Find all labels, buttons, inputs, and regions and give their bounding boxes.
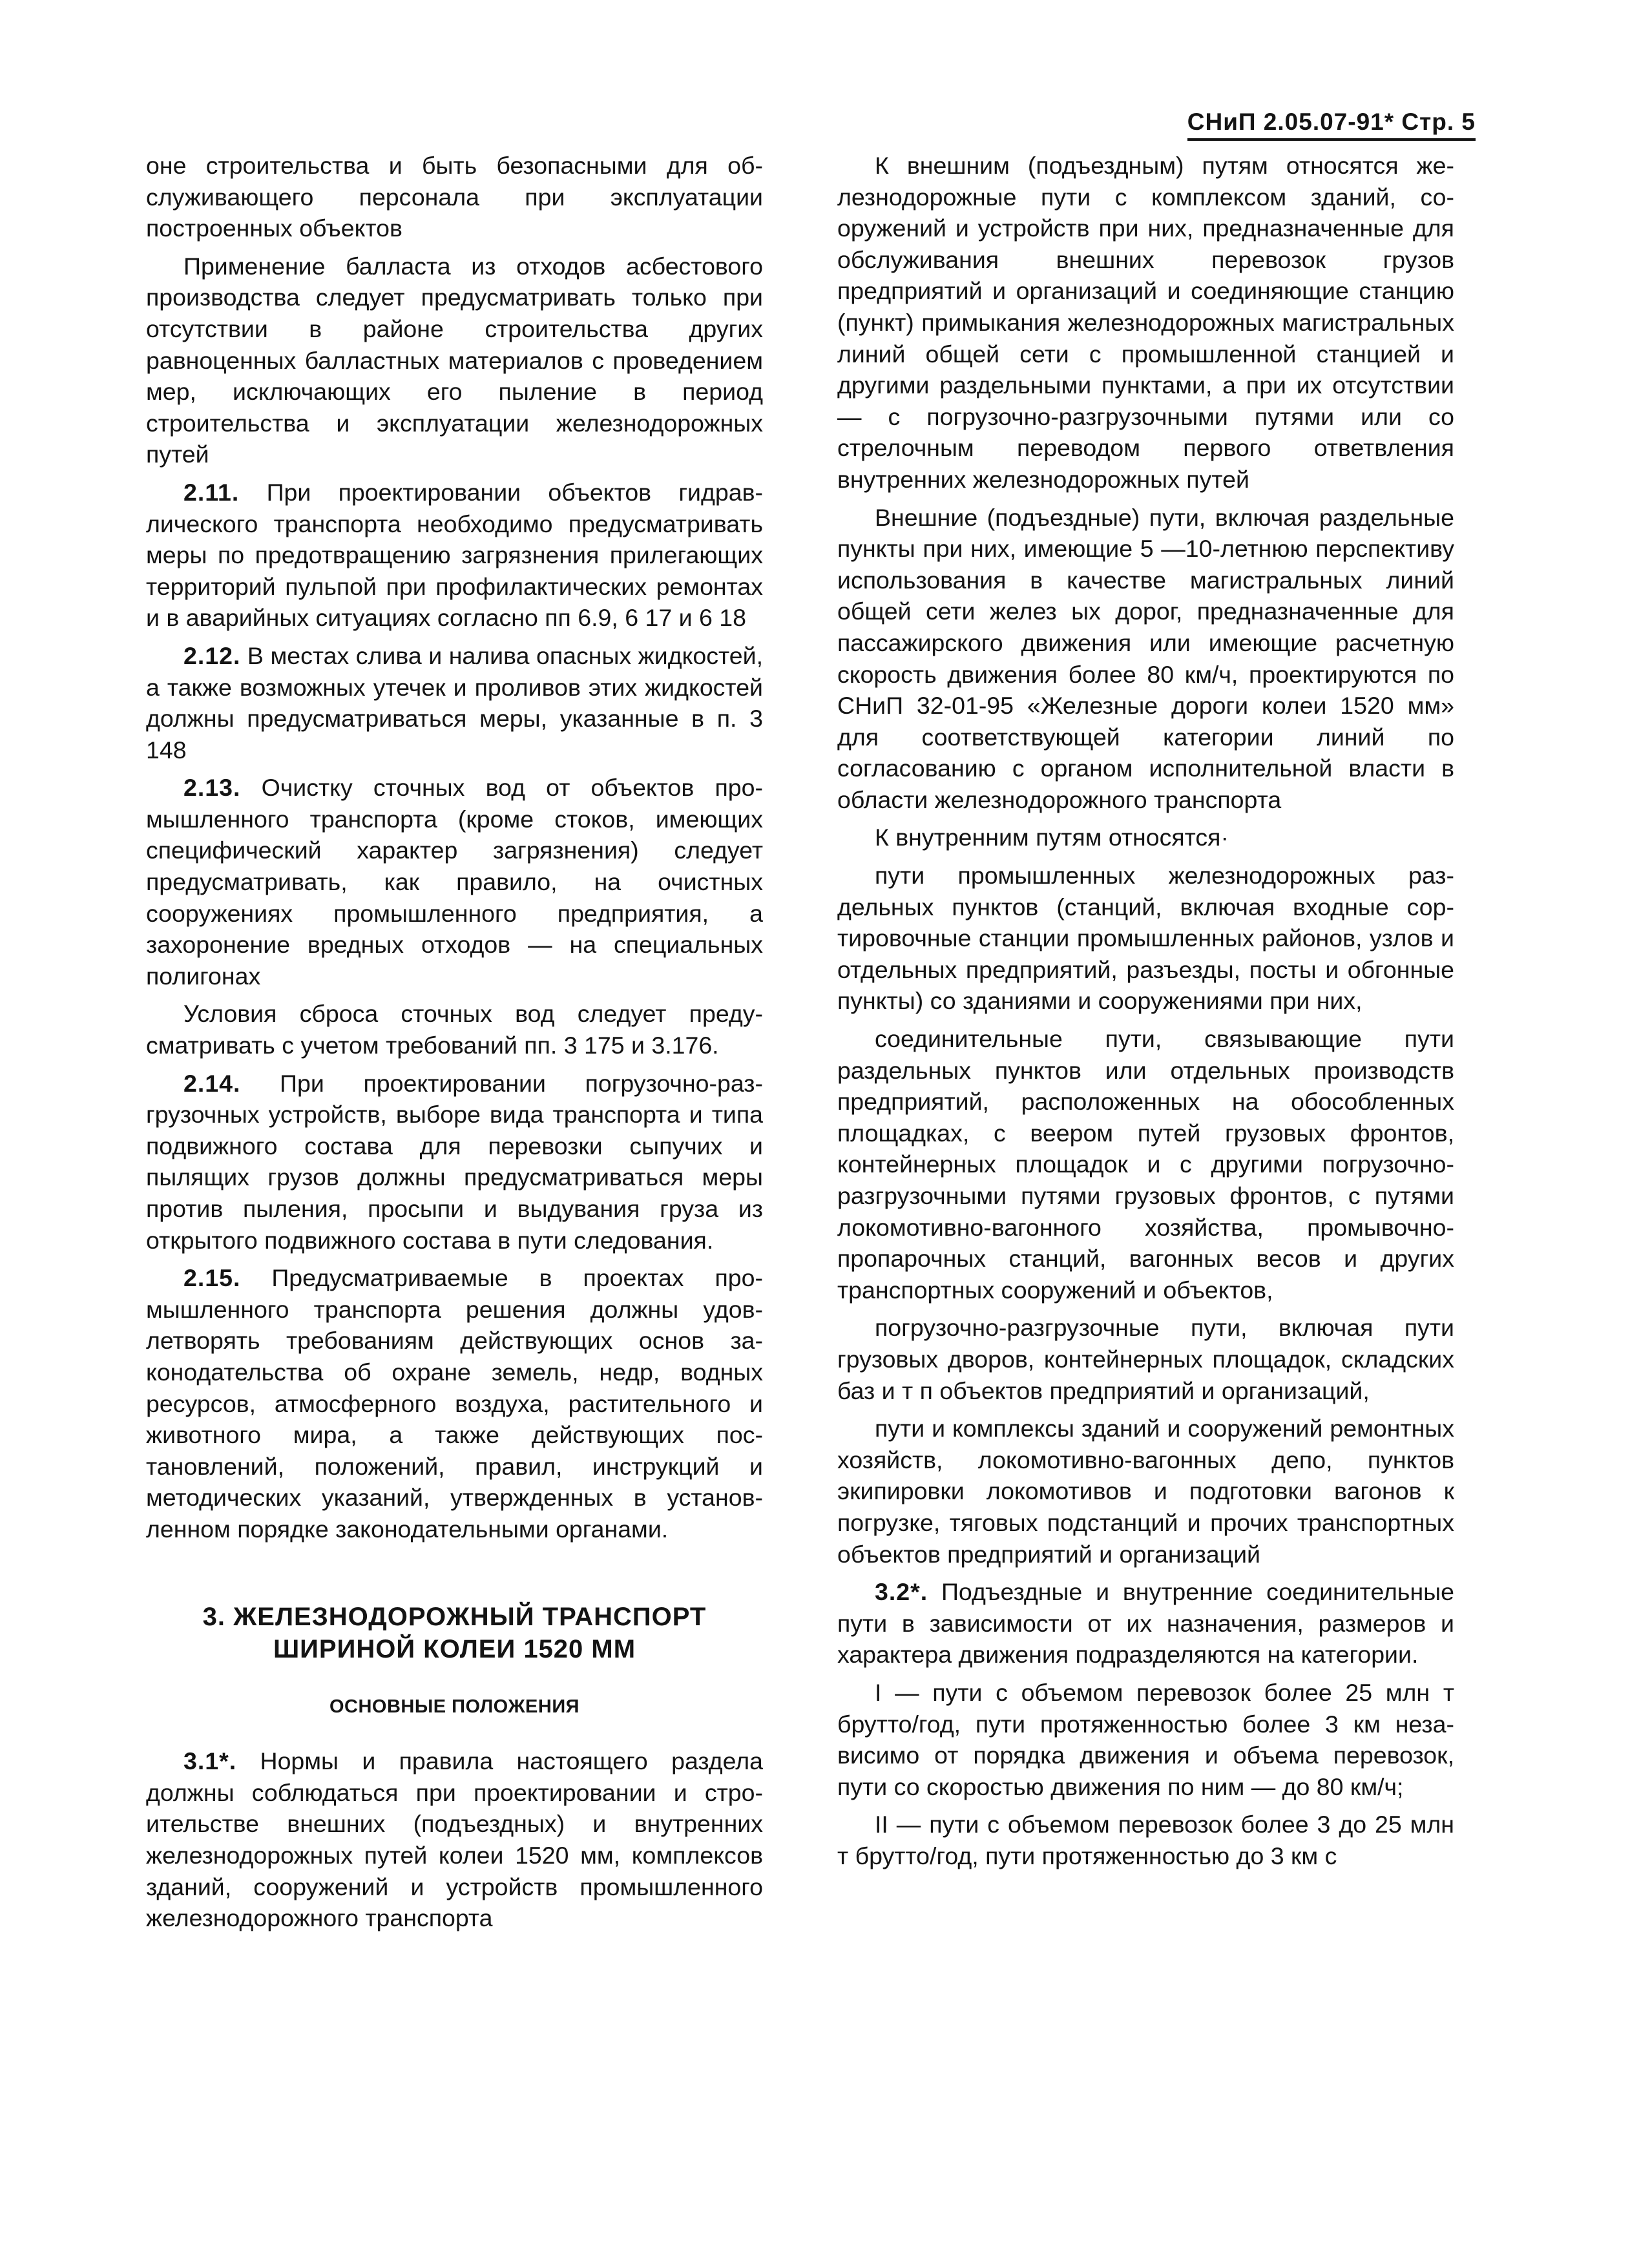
clause-number: 2.15. [183, 1264, 241, 1292]
paragraph-external-tracks: К внешним (подъездным) путям относятся железнодорожные пути с комплексом зданий, сооружений и устройств при них, предназначенные для обслуживания внешних перевозок грузов предприятий и организаций и соединяющие станцию (пункт) примыкания железнодорожных магистральных линий общей сети с промышленной станцией и другими раздельными пунктами, а при их отсутствии — с погрузочно-разгрузочными путями или со стрелочным переводом первого ответвления внутренних железнодорожных путей [837, 152, 1454, 493]
clause-text: Нормы и правила настоящего раздела должны соблюдаться при проектировании и строительстве внешних (подъездных) и внутренних железнодорожных путей колеи 1520 мм, комплексов зданий, сооружений и устройств промышленного железнодорожного транспорта [146, 1747, 763, 1932]
category-i: I — пути с объемом перевозок более 25 млн т брутто/год, пути протяженностью более 3 км независимо от порядка движения и объема перевозок, пути со скоростью движения по ним — до 80 км/ч; [837, 1678, 1454, 1800]
right-column [837, 150, 1454, 1871]
clause-3-2 [837, 1576, 1454, 1670]
clause-2-12 [146, 640, 763, 765]
clause-number: 3.1*. [183, 1747, 237, 1775]
clause-number: 3.2*. [875, 1578, 928, 1606]
clause-text: При проектировании объектов гидравлического транспорта необходимо предусматривать меры по предотвращению загрязнения прилегающих территорий пульпой при профилактических ремонтах и в аварийных ситуациях согласно пп 6.9, 6 17 и 6 18 [146, 478, 763, 632]
list-item: соединительные пути, связывающие пути раздельных пунктов или отдельных производств предприятий, расположенных на обособленных площадках, с веером путей грузовых фронтов, контейнерных площадок и с другими погрузочно-разгрузочными путями грузовых фронтов, с путями локомотивно-вагонного хозяйства, промывочно-пропарочных станций, вагонных весов и других транспортных сооружений и объектов, [837, 1025, 1454, 1304]
paragraph-continuation: оне строительства и быть безопасными для обслуживающего персонала при эксплуатации построенных объектов [146, 152, 763, 242]
section-heading-line: 3. ЖЕЛЕЗНОДОРОЖНЫЙ ТРАНСПОРТ [202, 1602, 707, 1631]
clause-text: Подъездные и внутренние соединительные пути в зависимости от их назначения, размеров и характера движения подразделяются на категории. [837, 1578, 1454, 1669]
section-heading-line: ШИРИНОЙ КОЛЕИ 1520 ММ [273, 1634, 636, 1663]
clause-3-1 [146, 1745, 763, 1934]
clause-2-11 [146, 477, 763, 634]
list-item: пути промышленных железнодорожных раздельных пунктов (станций, включая входные сортировочные станции промышленных районов, узлов и отдельных предприятий, разъезды, посты и обгонные пункты) со зданиями и сооружениями при них, [837, 862, 1454, 1015]
paragraph-wastewater: Условия сброса сточных вод следует предусматривать с учетом требований пп. 3 175 и 3.176. [146, 1000, 763, 1059]
category-ii: II — пути с объемом перевозок более 3 до 25 млн т брутто/год, пути протяженностью до 3 км с [837, 1811, 1454, 1869]
clause-2-15 [146, 1262, 763, 1545]
paragraph-internal-tracks-intro: К внутренним путям относятся· [875, 824, 1229, 851]
clause-text: Очистку сточных вод от объектов промышленного транспорта (кроме стоков, имеющих специфический характер загрязнения) следует предусматривать, как правило, на очистных сооружениях промышленного предприятия, а захоронение вредных отходов — на специальных полигонах [146, 774, 763, 990]
clause-number: 2.11. [183, 478, 240, 506]
list-item: пути и комплексы зданий и сооружений ремонтных хозяйств, локомотивно-вагонных депо, пунктов экипировки локомотивов и подготовки вагонов к погрузке, тяговых подстанций и прочих транспортных объектов предприятий и организаций [837, 1415, 1454, 1568]
clause-number: 2.14. [183, 1069, 241, 1097]
subsection-heading: ОСНОВНЫЕ ПОЛОЖЕНИЯ [329, 1696, 580, 1717]
clause-text: Предусматриваемые в проектах промышленного транспорта решения должны удовлетворять требованиям действующих основ законодательства об охране земель, недр, водных ресурсов, атмосферного воздуха, растительного и животного мира, а также действующих постановлений, положений, правил, инструкций и методических указаний, утвержденных в установленном порядке законодательными органами. [146, 1264, 763, 1543]
clause-number: 2.13. [183, 774, 241, 802]
paragraph-external-tracks-design: Внешние (подъездные) пути, включая раздельные пункты при них, имеющие 5 —10-летнюю перспективу использования в качестве магистральных линий общей сети желез ых дорог, предназначенные для пассажирского движения или имеющие расчетную скорость движения более 80 км/ч, проектируются по СНиП 32-01-95 «Железные дороги колеи 1520 мм» для соответствующей категории линий по согласованию с органом исполнительной власти в области железнодорожного транспорта [837, 503, 1454, 813]
clause-2-14 [146, 1068, 763, 1256]
list-item: погрузочно-разгрузочные пути, включая пути грузовых дворов, контейнерных площадок, складских баз и т п объектов предприятий и организаций, [837, 1314, 1454, 1404]
clause-text: При проектировании погрузочно-разгрузочных устройств, выборе вида транспорта и типа подвижного состава для перевозки сыпучих и пылящих грузов должны предусматриваться меры против пыления, просыпи и выдувания груза из открытого подвижного состава в пути следования. [146, 1069, 763, 1254]
page-header: СНиП 2.05.07-91* Стр. 5 [1187, 109, 1476, 141]
paragraph-ballast: Применение балласта из отходов асбестового производства следует предусматривать только при отсутствии в районе строительства других равноценных балластных материалов с проведением мер, исключающих его пыление в период строительства и эксплуатации железнодорожных путей [146, 252, 763, 468]
clause-number: 2.12. [183, 641, 241, 669]
left-column [146, 150, 763, 1934]
clause-text: В местах слива и налива опасных жидкостей, а также возможных утечек и проливов этих жидкостей должны предусматриваться меры, указанные в п. 3 148 [146, 641, 763, 764]
section-heading [146, 1601, 763, 1665]
clause-2-13 [146, 772, 763, 992]
